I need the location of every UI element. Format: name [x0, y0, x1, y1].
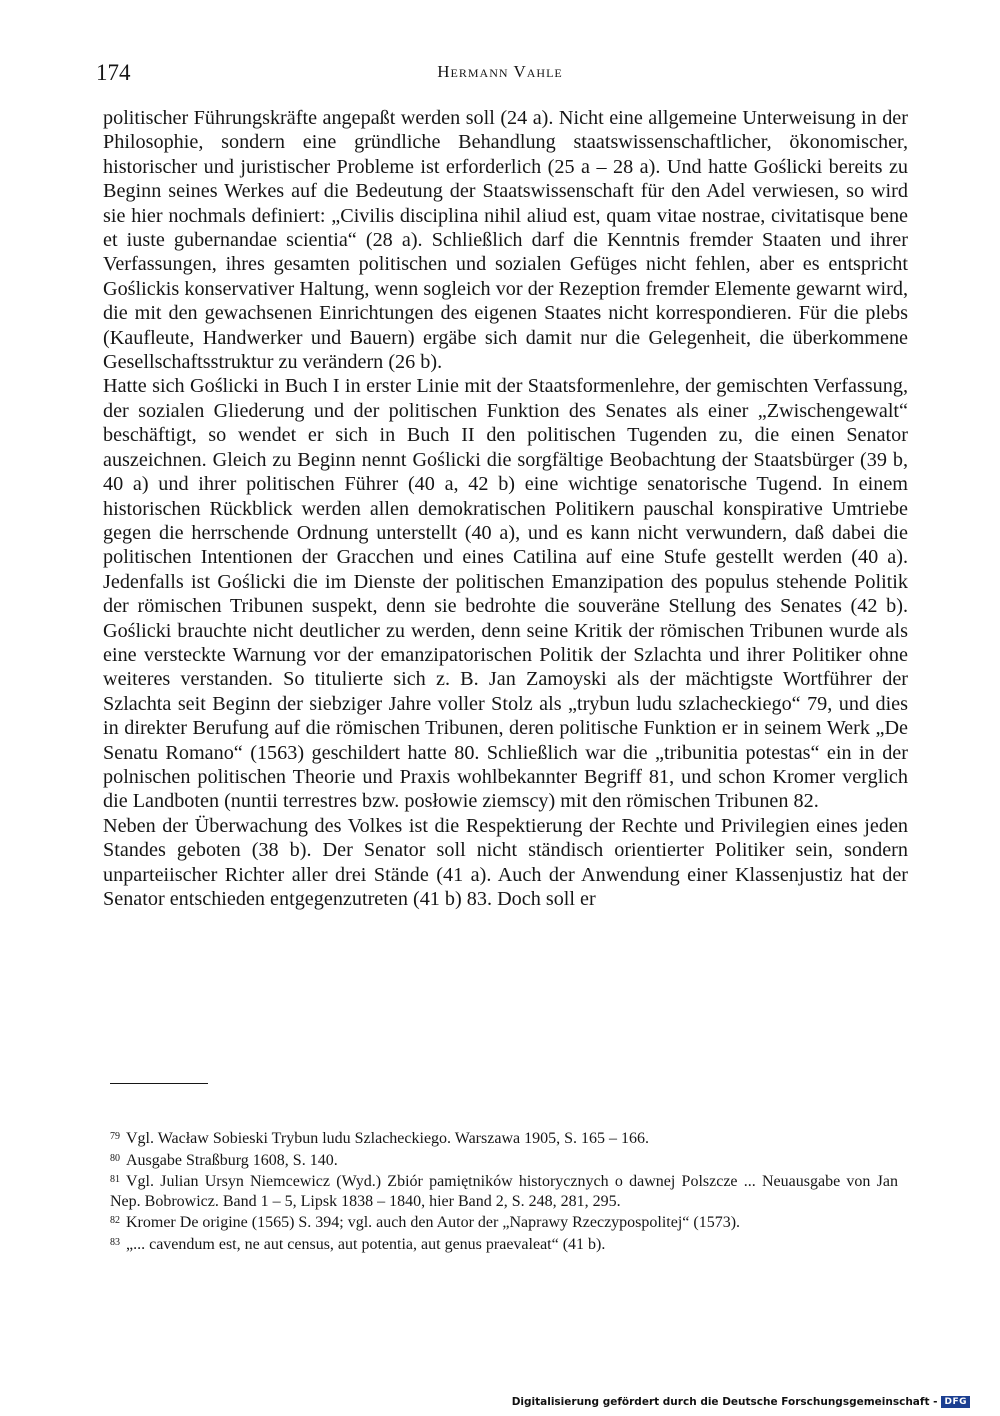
- footnote-number: 81: [110, 1174, 120, 1185]
- main-text: [103, 106, 908, 911]
- footnote-number: 79: [110, 1131, 120, 1142]
- footnote-number: 80: [110, 1152, 120, 1164]
- footnote-text: Kromer De origine (1565) S. 394; vgl. auch den Autor der „Naprawy Rzeczypospolitej“ (1573).: [126, 1214, 741, 1231]
- footnote-separator: [110, 1083, 208, 1084]
- paragraph-2: Hatte sich Goślicki in Buch I in erster Linie mit der Staatsformenlehre, der gemischten Verfassung, der sozialen Gliederung und der politischen Funktion des Senates als einer „Zwischengewalt“ beschäftigt, so wendet er sich in Buch II den politischen Tugenden zu, die einen Senator auszeichnen. Gleich zu Beginn nennt Goślicki die sorgfältige Beobachtung der Staatsbürger (39 b, 40 a) und ihrer politischen Führer (40 a, 42 b) eine wichtige senatorische Tugend. In einem historischen Rückblick werden allen demokratischen Politikern pauschal konspirative Umtriebe gegen die herrschende Ordnung unterstellt (40 a), und es kann nicht verwundern, daß dabei die politischen Intentionen der Gracchen und eines Catilina auf eine Stufe gestellt werden (40 a). Jedenfalls ist Goślicki die im Dienste der politischen Emanzipation des populus stehende Politik der römischen Tribunen suspekt, denn sie bedrohte die souveräne Stellung des Senates (42 b). Goślicki brauchte nicht deutlicher zu werden, denn seine Kritik der römischen Tribunen wurde als eine versteckte Warnung vor der emanzipatorischen Politik der Szlachta und ihrer Politiker ohne weiteres verstanden. So titulierte sich z. B. Jan Zamoyski als der mächtigste Wortführer der Szlachta seit Beginn der siebziger Jahre voller Stolz als „trybun ludu szlacheckiego“ 79, und dies in direkter Berufung auf die römischen Tribunen, deren politische Funktion er in seinem Werk „De Senatu Romano“ (1563) geschildert hatte 80. Schließlich war die „tribunitia potestas“ ein in der polnischen politischen Theorie und Praxis wohlbekannter Begriff 81, und schon Kromer verglich die Landboten (nuntii terrestres bzw. posłowie ziemscy) mit den römischen Tribunen 82.: [103, 375, 908, 813]
- running-head: Hermann Vahle: [437, 62, 563, 81]
- footnote: [110, 1233, 898, 1255]
- paragraph-3: Neben der Überwachung des Volkes ist die Respektierung der Rechte und Privilegien eines jeden Standes geboten (38 b). Der Senator soll nicht ständisch orientierter Politiker sein, sondern unparteiischer Richter aller drei Stände (41 a). Auch der Anwendung einer Klassenjustiz hat der Senator entschieden entgegenzutreten (41 b) 83. Doch soll er: [103, 814, 908, 910]
- footnote-text: „... cavendum est, ne aut census, aut potentia, aut genus praevaleat“ (41 b).: [126, 1235, 606, 1253]
- footnote-number: 82: [110, 1215, 120, 1226]
- footnote-text: Vgl. Julian Ursyn Niemcewicz (Wyd.) Zbiór pamiętników historycznych o dawnej Polszcze ... Neuausgabe von Jan Nep. Bobrowicz. Band 1 – 5, Lipsk 1838 – 1840, hier Band 2, S. 248, 281, 295.: [110, 1173, 898, 1210]
- page-number: 174: [96, 60, 131, 85]
- footnote-text: Vgl. Wacław Sobieski Trybun ludu Szlacheckiego. Warszawa 1905, S. 165 – 166.: [126, 1130, 649, 1147]
- footnote: [110, 1211, 898, 1233]
- footnote: [110, 1170, 898, 1211]
- digitization-credit: [512, 1396, 970, 1408]
- footnote-text: Ausgabe Straßburg 1608, S. 140.: [126, 1151, 338, 1169]
- dfg-logo: DFG: [941, 1396, 970, 1408]
- footnote: [110, 1149, 898, 1171]
- footnote: [110, 1127, 898, 1149]
- footnotes: [110, 1127, 898, 1254]
- footnote-number: 83: [110, 1236, 120, 1248]
- paragraph-1: politischer Führungskräfte angepaßt werden soll (24 a). Nicht eine allgemeine Unterweisung in der Philosophie, sondern eine gründliche Behandlung staatswissenschaftlicher, ökonomischer, historischer und juristischer Probleme ist erforderlich (25 a – 28 a). Und hatte Goślicki bereits zu Beginn seines Werkes auf die Bedeutung der Staatswissenschaft für den Adel verwiesen, so wird sie hier nochmals definiert: „Civilis disciplina nihil aliud est, quam vitae nostrae, civitatisque bene et iuste gubernandae scientia“ (28 a). Schließlich darf die Kenntnis fremder Staaten und ihrer Verfassungen, ihres gesamten politischen und sozialen Gefüges nicht fehlen, aber es entspricht Goślickis konservativer Haltung, wenn sogleich vor der Rezeption fremder Elemente gewarnt wird, die mit den gewachsenen Einrichtungen des eigenen Staates nicht korrespondieren. Für die plebs (Kaufleute, Handwerker und Bauern) ergäbe sich damit nur die Gelegenheit, die überkommene Gesellschaftsstruktur zu verändern (26 b).: [103, 107, 908, 374]
- credit-text: Digitalisierung gefördert durch die Deutsche Forschungsgemeinschaft -: [511, 1396, 938, 1408]
